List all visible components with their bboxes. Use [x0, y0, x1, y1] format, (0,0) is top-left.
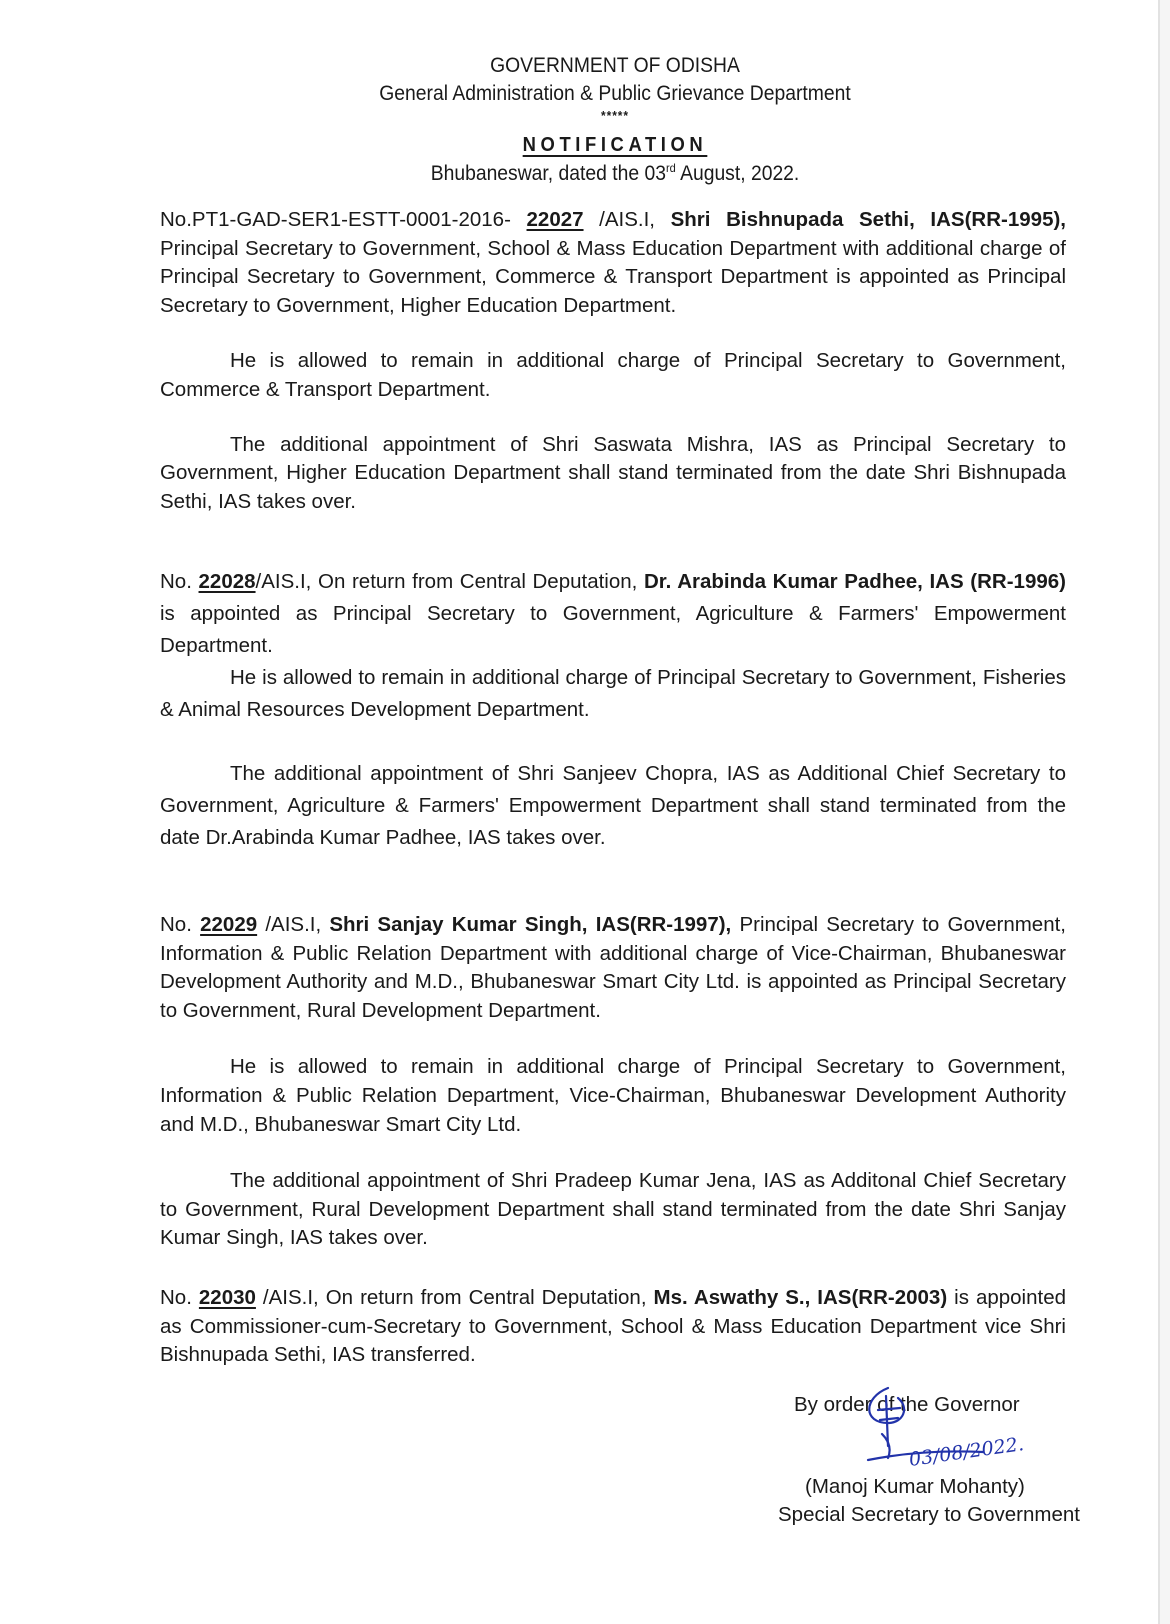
reference-suffix: /AIS.I,: [583, 208, 671, 231]
signature-date: 03/08/2022.: [907, 1433, 1026, 1471]
order-paragraph: [160, 206, 1066, 320]
reference-prefix: No.: [160, 1286, 199, 1309]
reference-prefix: No.: [160, 913, 201, 936]
officer-name: Shri Sanjay Kumar Singh, IAS(RR-1997),: [329, 913, 732, 936]
handwritten-signature: [858, 1368, 1078, 1478]
officer-name: Shri Bishnupada Sethi, IAS(RR-1995),: [670, 208, 1066, 231]
section-22030: [160, 1284, 1066, 1370]
section-22028: [160, 566, 1066, 854]
dateline: [49, 161, 1170, 186]
order-text: Principal Secretary to Government, School & Mass Education Department with additional charge of Principal Secretary to Government, Commerce & Transport Department is appointed as Principal Secretary to Government, Higher Education Department.: [160, 236, 1066, 317]
reference-prefix: No.PT1-GAD-SER1-ESTT-0001-2016-: [160, 208, 527, 231]
officer-name: Ms. Aswathy S., IAS(RR-2003): [653, 1286, 948, 1309]
dateline-main: Bhubaneswar, dated the 03: [430, 162, 666, 185]
order-text: is appointed as Commissioner-cum-Secretary to Government, School & Mass Education Department vice Shri Bishnupada Sethi, IAS transferred.: [160, 1286, 1067, 1367]
order-paragraph: [160, 1284, 1066, 1370]
dateline-end: August, 2022.: [675, 162, 800, 185]
termination-paragraph: The additional appointment of Shri Pradeep Kumar Jena, IAS as Additonal Chief Secretary to Government, Rural Development Department shall stand terminated from the date Shri Sanjay Kumar Singh, IAS takes over.: [160, 1169, 1066, 1250]
officer-name: Dr. Arabinda Kumar Padhee, IAS (RR-1996): [643, 570, 1066, 593]
dateline-sup: rd: [665, 161, 676, 175]
additional-charge-paragraph: He is allowed to remain in additional charge of Principal Secretary to Government, Fisheries & Animal Resources Development Department.: [160, 666, 1066, 721]
order-paragraph: [160, 566, 1066, 662]
order-number: 22030: [198, 1286, 256, 1309]
termination-paragraph: The additional appointment of Shri Sanjeev Chopra, IAS as Additional Chief Secretary to Government, Agriculture & Farmers' Empowerment Department shall stand terminated from the date Dr.Arabinda Kumar Padhee, IAS takes over.: [160, 762, 1066, 849]
order-number: 22028: [198, 570, 256, 593]
order-text: is appointed as Principal Secretary to Government, Agriculture & Farmers' Empowerment Department.: [160, 602, 1066, 657]
order-number: 22027: [526, 208, 584, 231]
order-number: 22029: [200, 913, 258, 936]
reference-prefix: No.: [160, 570, 199, 593]
notification-heading: [49, 133, 1170, 157]
order-text: Principal Secretary to Government, Information & Public Relation Department with additional charge of Vice-Chairman, Bhubaneswar Development Authority and M.D., Bhubaneswar Smart City Ltd. is appointed as Principal Secretary to Government, Rural Development Department.: [160, 913, 1067, 1022]
order-paragraph: [160, 911, 1066, 1025]
termination-paragraph: The additional appointment of Shri Saswata Mishra, IAS as Principal Secretary to Government, Higher Education Department shall stand terminated from the date Shri Bishnupada Sethi, IAS takes over.: [160, 432, 1066, 513]
notification-title: NOTIFICATION: [522, 134, 708, 156]
by-order-line: By order of the Governor: [794, 1393, 1020, 1416]
department-heading: General Administration & Public Grievance Department: [379, 82, 851, 105]
section-22027: [160, 206, 1066, 516]
signatory-name: (Manoj Kumar Mohanty): [805, 1475, 1025, 1498]
additional-charge-paragraph: He is allowed to remain in additional charge of Principal Secretary to Government, Information & Public Relation Department, Vice-Chairman, Bhubaneswar Development Authority and M.D., Bhubaneswar Smart City Ltd.: [160, 1055, 1066, 1136]
section-22029: [160, 911, 1066, 1253]
reference-suffix: /AIS.I,: [257, 913, 330, 936]
header-stars: *****: [601, 108, 629, 123]
reference-suffix: /AIS.I, On return from Central Deputation,: [255, 570, 644, 593]
additional-charge-paragraph: He is allowed to remain in additional charge of Principal Secretary to Government, Commerce & Transport Department.: [160, 349, 1066, 401]
government-heading: GOVERNMENT OF ODISHA: [490, 54, 740, 77]
reference-suffix: /AIS.I, On return from Central Deputation,: [255, 1286, 654, 1309]
signatory-designation: Special Secretary to Government: [778, 1503, 1080, 1526]
